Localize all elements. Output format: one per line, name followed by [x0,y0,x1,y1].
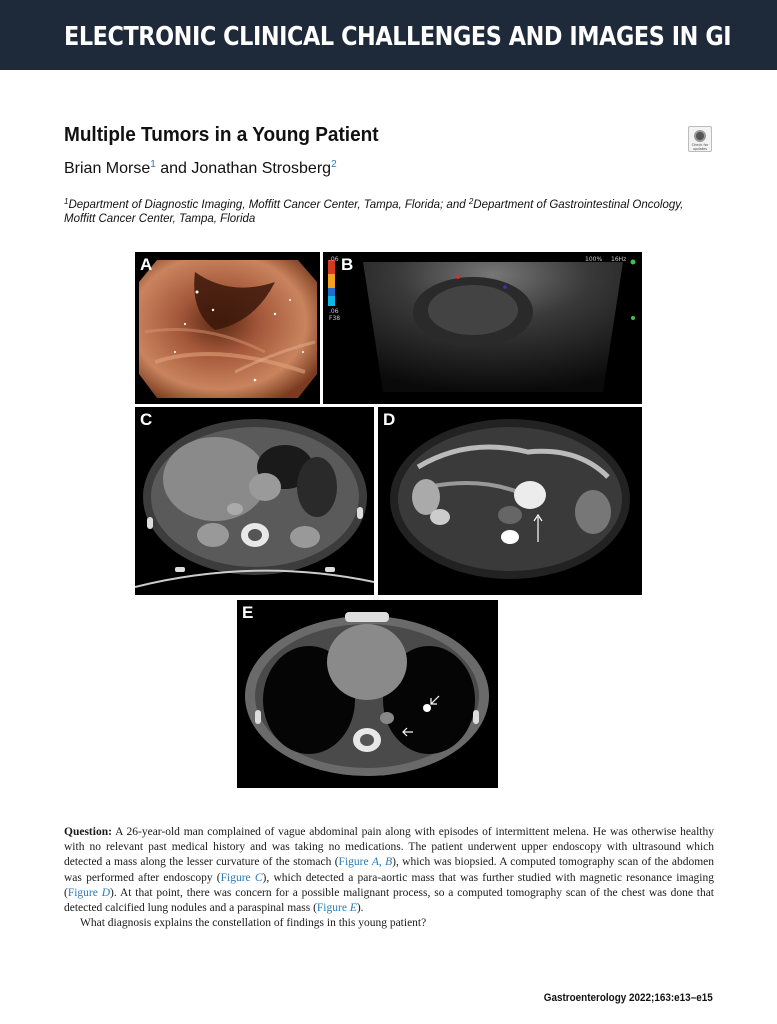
article-title: Multiple Tumors in a Young Patient [64,124,379,146]
affiliation-footnote-link[interactable]: 2 [331,159,337,170]
figure-panel-a-endoscopy-image [135,252,320,404]
question-text: ). [356,902,364,915]
check-updates-label: Check for updates [691,143,709,151]
author-name: Jonathan Strosberg [191,160,332,177]
figure-ref-word: Figure [67,886,102,899]
figure-panel-c-abdominal-ct [135,407,374,595]
affiliation-marker: 1 [64,197,69,206]
panel-label: E [242,603,254,622]
question-label: Question: [64,826,112,838]
endoscopy-photo [135,252,320,404]
figure-ref-word: Figure [338,856,372,869]
question-body [64,825,714,931]
question-text: ), which detected a para-aortic mass that was further studied with magnetic resonance imaging ( [64,871,714,899]
chest-ct-image [237,600,498,788]
question-text: ), which was biopsied. A computed tomography scan of the abdomen was performed after endoscopy ( [64,856,714,884]
abdominal-mri-image [378,407,642,595]
section-title: ELECTRONIC CLINICAL CHALLENGES AND IMAGES IN GI [64,22,732,52]
figure-reference-link[interactable] [68,887,110,899]
ultrasound-image [323,252,642,404]
question-text: ). At that point, there was concern for a possible malignant process, so a computed tomography scan of the chest was done that detected calcified lung nodules and a paraspinal mass ( [64,886,715,915]
affiliation-footnote-link[interactable]: 1 [150,159,156,170]
author-list [64,159,337,178]
figure-panel-b-endoscopic-ultrasound [323,252,642,404]
question-text: A 26-year-old man complained of vague abdominal pain along with episodes of intermittent melena. He was otherwise healthy with no relevant past medical history and was taking no medications. The patient underwent upper endoscopy with ultrasound which detected a mass along the lesser curvature of the stomach ( [64,826,714,869]
ultrasound-scale-top: .06 [329,256,339,263]
panel-label: A [140,255,153,274]
figure-ref-letters: C [254,871,263,884]
figure-panel-e-chest-ct [237,600,498,788]
journal-citation: Gastroenterology 2022;163:e13–e15 [544,992,713,1004]
journal-section-banner [0,0,777,70]
author-affiliations [64,195,714,226]
ultrasound-scale-tag: F38 [329,315,341,322]
author-joiner: and [155,160,192,177]
ultrasound-gain-readout: 100% [585,256,603,263]
figure-ref-word: Figure [316,902,350,915]
question-prompt: What diagnosis explains the constellation of findings in this young patient? [80,917,427,930]
figure-ref-word: Figure [220,871,255,884]
figure-ref-letters: E [349,902,357,915]
affiliation-marker: 2 [468,197,474,206]
figure-ref-letters: A, B [371,856,393,869]
panel-label: C [140,410,153,429]
figure-ref-letters: D [101,886,111,899]
check-updates-icon [694,130,706,142]
affiliation-text: Department of Gastrointestinal Oncology, Moffitt Cancer Center, Tampa, Florida [64,199,684,225]
figure-panel-d-abdominal-mri [378,407,642,595]
ultrasound-frequency-readout: 16Hz [611,256,627,263]
affiliation-text: Department of Diagnostic Imaging, Moffitt Cancer Center, Tampa, Florida; and [68,199,469,211]
figure-reference-link[interactable] [221,872,263,884]
figure-reference-link[interactable] [339,856,393,868]
check-for-updates-badge[interactable] [688,126,712,152]
abdominal-ct-image [135,407,374,595]
ultrasound-scale-bottom: .06 [329,308,339,315]
panel-label: D [383,410,396,429]
panel-label: B [341,255,354,274]
figure-reference-link[interactable] [317,902,357,914]
author-name: Brian Morse [64,160,151,177]
